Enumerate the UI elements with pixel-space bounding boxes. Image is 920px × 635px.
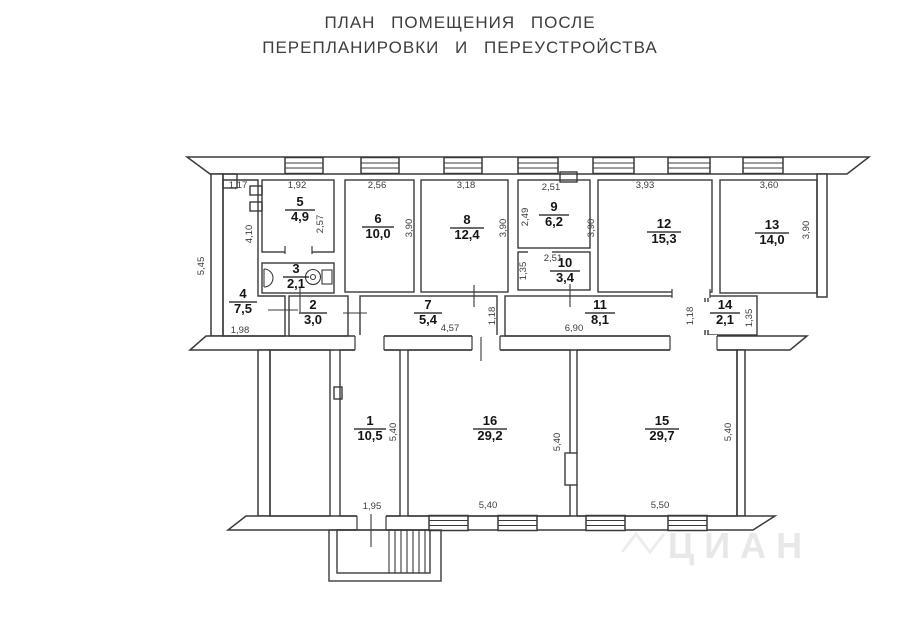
right-exterior-wall-lower [737, 350, 745, 516]
dim-label: 5,50 [650, 500, 670, 511]
stair-treads [389, 530, 425, 573]
right-exterior-wall-upper [817, 174, 827, 297]
dim-label: 4,57 [440, 323, 460, 334]
room-2-number: 2 [309, 297, 317, 312]
window-symbol [498, 516, 537, 531]
window-symbol [285, 158, 323, 174]
window-symbol [743, 158, 783, 174]
room-14-number: 14 [717, 297, 733, 312]
toilet-tank [322, 270, 332, 284]
watermark-logo [622, 534, 664, 552]
room-14-area: 2,1 [715, 312, 735, 327]
room-1-number: 1 [366, 413, 374, 428]
room-15-area: 29,7 [649, 428, 675, 443]
room-4-number: 4 [239, 286, 247, 301]
dim-label: 2,57 [315, 214, 326, 234]
watermark [622, 525, 812, 566]
title-line-1: ПЛАН ПОМЕЩЕНИЯ ПОСЛЕ [324, 13, 596, 32]
dim-label: 3,90 [404, 218, 415, 238]
window-symbol [518, 158, 558, 174]
room-10-area: 3,4 [555, 270, 575, 285]
window-symbol [593, 158, 634, 174]
window-symbol [361, 158, 399, 174]
room-4-outline [223, 180, 285, 336]
dim-label: 1,35 [744, 308, 755, 328]
room-8-number: 8 [463, 212, 471, 227]
dim-label: 1,95 [362, 501, 382, 512]
dim-label: 5,40 [478, 500, 498, 511]
dim-label: 1,98 [230, 325, 250, 336]
dim-label: 3,90 [586, 218, 597, 238]
shaft-room-outline [270, 350, 330, 516]
room-11-number: 11 [593, 297, 607, 312]
dim-label: 5,40 [552, 432, 563, 452]
dim-label: 3,90 [801, 220, 812, 240]
dim-label: 2,49 [520, 207, 531, 227]
room-6-area: 10,0 [365, 226, 391, 241]
room-3-number: 3 [292, 261, 300, 276]
window-symbol [429, 516, 468, 531]
dim-label: 1,92 [287, 180, 307, 191]
room-9-number: 9 [550, 199, 558, 214]
dim-label: 5,40 [388, 422, 399, 442]
room-1-area: 10,5 [357, 428, 383, 443]
room-16-area: 29,2 [477, 428, 503, 443]
room-4-area: 7,5 [233, 301, 253, 316]
door-openings [285, 246, 717, 531]
dim-label: 3,90 [498, 218, 509, 238]
dim-label: 3,18 [456, 180, 476, 191]
dim-label: 1,18 [487, 306, 498, 326]
room-9-area: 6,2 [544, 214, 564, 229]
room-6-number: 6 [374, 211, 382, 226]
room-13-area: 14,0 [759, 232, 785, 247]
dim-label: 5,45 [196, 256, 207, 276]
dim-label: 2,51 [541, 182, 561, 193]
dim-label: 2,56 [367, 180, 387, 191]
dim-label: 2,51 [543, 253, 563, 264]
dim-label: 6,90 [564, 323, 584, 334]
room-3-area: 2,1 [286, 276, 306, 291]
room-5-area: 4,9 [290, 209, 310, 224]
dim-label: 1,18 [685, 306, 696, 326]
left-exterior-wall-upper [211, 174, 223, 336]
vent-shaft [250, 186, 262, 195]
dim-label: 3,60 [759, 180, 779, 191]
window-symbol [668, 158, 710, 174]
dim-label: 4,10 [244, 224, 255, 244]
room-16-number: 16 [482, 413, 498, 428]
staircase [329, 530, 441, 581]
door-niche [334, 387, 342, 399]
room-10-number: 10 [557, 255, 573, 270]
sink-icon [264, 269, 273, 287]
room-7-number: 7 [424, 297, 432, 312]
room-5-number: 5 [296, 194, 304, 209]
room-15-number: 15 [654, 413, 670, 428]
left-exterior-wall-lower [258, 350, 270, 516]
room-11-area: 8,1 [590, 312, 610, 327]
room-12-number: 12 [656, 216, 672, 231]
room-8-area: 12,4 [454, 227, 480, 242]
room-13-number: 13 [764, 217, 780, 232]
vent-shaft [250, 202, 262, 211]
dim-label: 5,40 [723, 422, 734, 442]
window-symbol [586, 516, 625, 531]
dim-label: 3,93 [635, 180, 655, 191]
room-7-area: 5,4 [418, 312, 438, 327]
title-line-2: ПЕРЕПЛАНИРОВКИ И ПЕРЕУСТРОЙСТВА [262, 38, 658, 57]
watermark-text: ЦИАН [667, 525, 813, 566]
window-symbol [444, 158, 482, 174]
room-2-area: 3,0 [303, 312, 323, 327]
stair-landing [337, 530, 430, 573]
dim-label: 1,35 [518, 261, 529, 281]
dim-label: 1,17 [228, 180, 248, 191]
room-12-area: 15,3 [651, 231, 677, 246]
